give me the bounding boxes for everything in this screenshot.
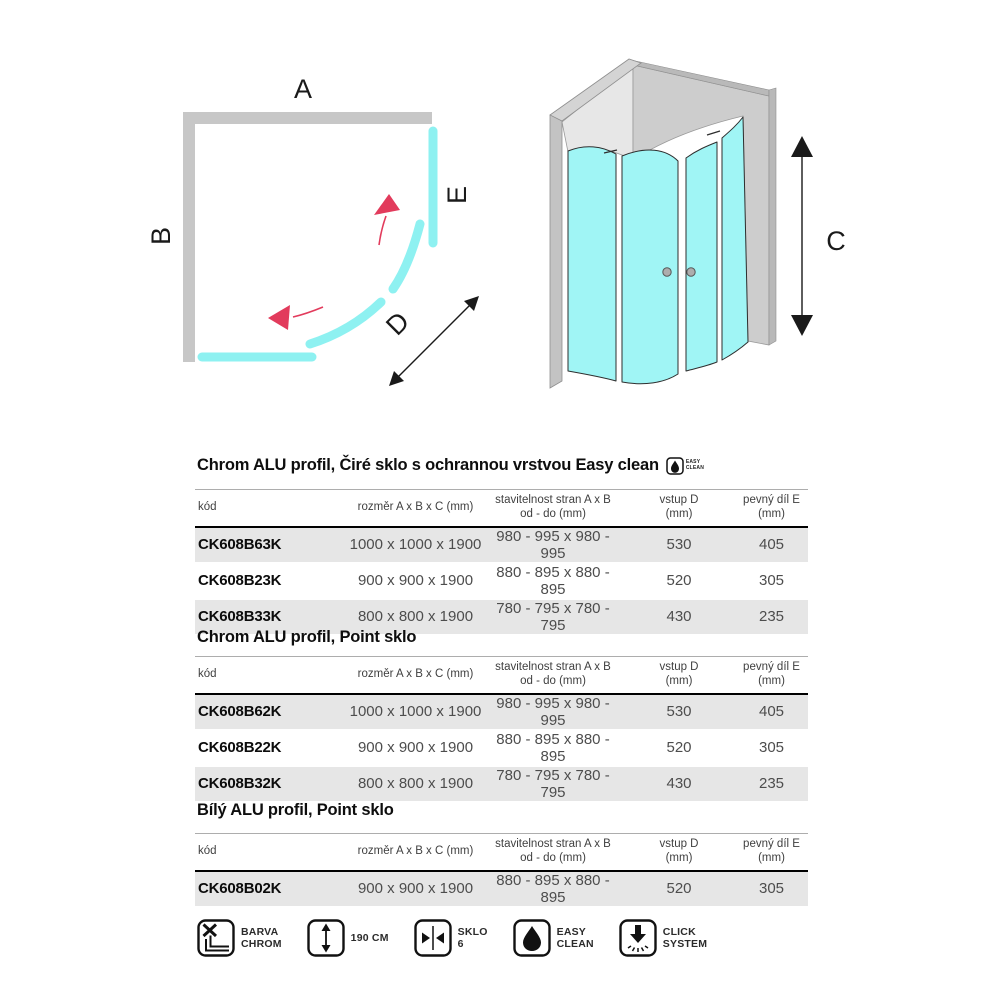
section-title-3 bbox=[197, 801, 394, 820]
spec-table-1 bbox=[195, 489, 808, 636]
easy-clean-icon bbox=[513, 919, 551, 957]
feature-easy-clean bbox=[513, 919, 594, 957]
section-title-1 bbox=[197, 456, 704, 475]
feature-label: SKLO 6 bbox=[457, 925, 488, 950]
col-header-vstup: vstup D (mm) bbox=[659, 494, 699, 520]
entry-value: 530 bbox=[666, 703, 692, 721]
iso-glass-door-left bbox=[622, 150, 678, 384]
col-header-pevny: pevný díl E (mm) bbox=[743, 494, 800, 520]
iso-glass-fixed-left bbox=[568, 147, 616, 381]
product-code: CK608B63K bbox=[198, 536, 282, 554]
adjustability-value: 880 - 895 x 880 - 895 bbox=[496, 730, 610, 765]
adjustability-value: 980 - 995 x 980 - 995 bbox=[496, 527, 610, 562]
height-arrow-head-bottom bbox=[791, 315, 813, 336]
dimension-value: 1000 x 1000 x 1900 bbox=[349, 536, 482, 554]
adjustability-value: 780 - 795 x 780 - 795 bbox=[496, 599, 610, 634]
chrome-color-icon bbox=[197, 919, 235, 957]
fixed-part-value: 235 bbox=[758, 608, 785, 626]
col-header-rozmer: rozměr A x B x C (mm) bbox=[357, 667, 474, 680]
iso-view-diagram bbox=[530, 50, 860, 410]
adjustability-value: 980 - 995 x 980 - 995 bbox=[496, 694, 610, 729]
dimension-label-a: A bbox=[293, 74, 313, 104]
product-code: CK608B02K bbox=[198, 880, 282, 898]
iso-door-knob-right bbox=[687, 268, 695, 276]
section-title-2-text: Chrom ALU profil, Point sklo bbox=[197, 628, 417, 646]
col-header-kod: kód bbox=[198, 667, 217, 680]
dimension-value: 900 x 900 x 1900 bbox=[357, 572, 474, 590]
plan-view-diagram bbox=[140, 60, 500, 400]
dimension-label-b: B bbox=[146, 226, 176, 246]
entry-value: 520 bbox=[666, 739, 692, 757]
fixed-part-value: 405 bbox=[758, 536, 785, 554]
door-swing-arrow-left-line bbox=[293, 307, 323, 317]
door-swing-arrow-up-head bbox=[374, 194, 400, 215]
iso-glass-door-right bbox=[686, 142, 717, 371]
spec-table-3 bbox=[195, 833, 808, 908]
feature-label: CLICK SYSTEM bbox=[662, 925, 708, 950]
dimension-value: 800 x 800 x 1900 bbox=[357, 775, 474, 793]
adjustability-value: 880 - 895 x 880 - 895 bbox=[496, 563, 610, 598]
col-header-stavitelnost: stavitelnost stran A x B od - do (mm) bbox=[495, 838, 611, 864]
entry-value: 430 bbox=[666, 775, 692, 793]
entry-value: 530 bbox=[666, 536, 692, 554]
entry-dimension-arrow-line bbox=[397, 304, 471, 378]
dimension-label-e: E bbox=[442, 185, 472, 205]
table-2-header-row bbox=[195, 657, 808, 694]
col-header-rozmer: rozměr A x B x C (mm) bbox=[357, 500, 474, 513]
entry-value: 430 bbox=[666, 608, 692, 626]
fixed-part-value: 305 bbox=[758, 572, 785, 590]
spec-table-2 bbox=[195, 656, 808, 803]
table-3-header-row bbox=[195, 834, 808, 871]
product-code: CK608B62K bbox=[198, 703, 282, 721]
dimension-label-d: D bbox=[380, 306, 416, 342]
glass-thickness-icon bbox=[414, 919, 452, 957]
table-row bbox=[195, 527, 808, 563]
door-swing-arrow-left-head bbox=[268, 305, 290, 330]
col-header-pevny: pevný díl E (mm) bbox=[743, 661, 800, 687]
fixed-part-value: 405 bbox=[758, 703, 785, 721]
door-swing-arrow-up-line bbox=[379, 216, 386, 245]
col-header-stavitelnost: stavitelnost stran A x B od - do (mm) bbox=[495, 494, 611, 520]
feature-barva-chrom bbox=[197, 919, 282, 957]
entry-value: 520 bbox=[666, 572, 692, 590]
iso-door-knob-left bbox=[663, 268, 671, 276]
col-header-kod: kód bbox=[198, 844, 217, 857]
table-row bbox=[195, 871, 808, 907]
col-header-stavitelnost: stavitelnost stran A x B od - do (mm) bbox=[495, 661, 611, 687]
product-code: CK608B33K bbox=[198, 608, 282, 626]
fixed-part-value: 305 bbox=[758, 739, 785, 757]
easy-clean-droplet-icon bbox=[666, 457, 684, 475]
table-row bbox=[195, 694, 808, 730]
col-header-kod: kód bbox=[198, 500, 217, 513]
section-title-2 bbox=[197, 628, 416, 647]
height-arrow-icon bbox=[307, 919, 345, 957]
product-code: CK608B22K bbox=[198, 739, 282, 757]
dimension-label-c: C bbox=[826, 226, 846, 256]
entry-value: 520 bbox=[666, 880, 692, 898]
feature-icon-row bbox=[197, 919, 707, 957]
product-code: CK608B32K bbox=[198, 775, 282, 793]
section-title-3-text: Bílý ALU profil, Point sklo bbox=[197, 801, 394, 819]
feature-glass-6 bbox=[414, 919, 488, 957]
fixed-part-value: 305 bbox=[758, 880, 785, 898]
feature-label: 190 CM bbox=[350, 931, 389, 944]
adjustability-value: 780 - 795 x 780 - 795 bbox=[496, 766, 610, 801]
easy-clean-badge bbox=[666, 457, 704, 475]
feature-label: BARVA CHROM bbox=[241, 925, 282, 950]
col-header-pevny: pevný díl E (mm) bbox=[743, 838, 800, 864]
dimension-value: 1000 x 1000 x 1900 bbox=[349, 703, 482, 721]
table-row bbox=[195, 563, 808, 599]
table-row bbox=[195, 766, 808, 802]
iso-glass-fixed-right bbox=[722, 117, 748, 360]
col-header-rozmer: rozměr A x B x C (mm) bbox=[357, 844, 474, 857]
plan-wall-left bbox=[183, 112, 195, 362]
plan-wall-top bbox=[183, 112, 432, 124]
table-1-header-row bbox=[195, 490, 808, 527]
fixed-part-value: 235 bbox=[758, 775, 785, 793]
feature-label: EASY CLEAN bbox=[556, 925, 594, 950]
easy-clean-badge-text: EASY CLEAN bbox=[685, 459, 705, 471]
height-arrow-head-top bbox=[791, 136, 813, 157]
plan-door-upper bbox=[393, 224, 420, 289]
col-header-vstup: vstup D (mm) bbox=[659, 838, 699, 864]
click-system-icon bbox=[619, 919, 657, 957]
iso-hinge-mark-right bbox=[707, 131, 720, 135]
iso-wall-left-edge bbox=[550, 109, 562, 388]
feature-click-system bbox=[619, 919, 707, 957]
dimension-value: 900 x 900 x 1900 bbox=[357, 880, 474, 898]
dimension-value: 800 x 800 x 1900 bbox=[357, 608, 474, 626]
section-title-1-text: Chrom ALU profil, Čiré sklo s ochrannou vrstvou Easy clean bbox=[197, 456, 659, 474]
product-code: CK608B23K bbox=[198, 572, 282, 590]
feature-height-190 bbox=[307, 919, 389, 957]
dimension-value: 900 x 900 x 1900 bbox=[357, 739, 474, 757]
table-row bbox=[195, 730, 808, 766]
col-header-vstup: vstup D (mm) bbox=[659, 661, 699, 687]
adjustability-value: 880 - 895 x 880 - 895 bbox=[496, 871, 610, 906]
iso-wall-right-side-edge bbox=[769, 88, 776, 345]
